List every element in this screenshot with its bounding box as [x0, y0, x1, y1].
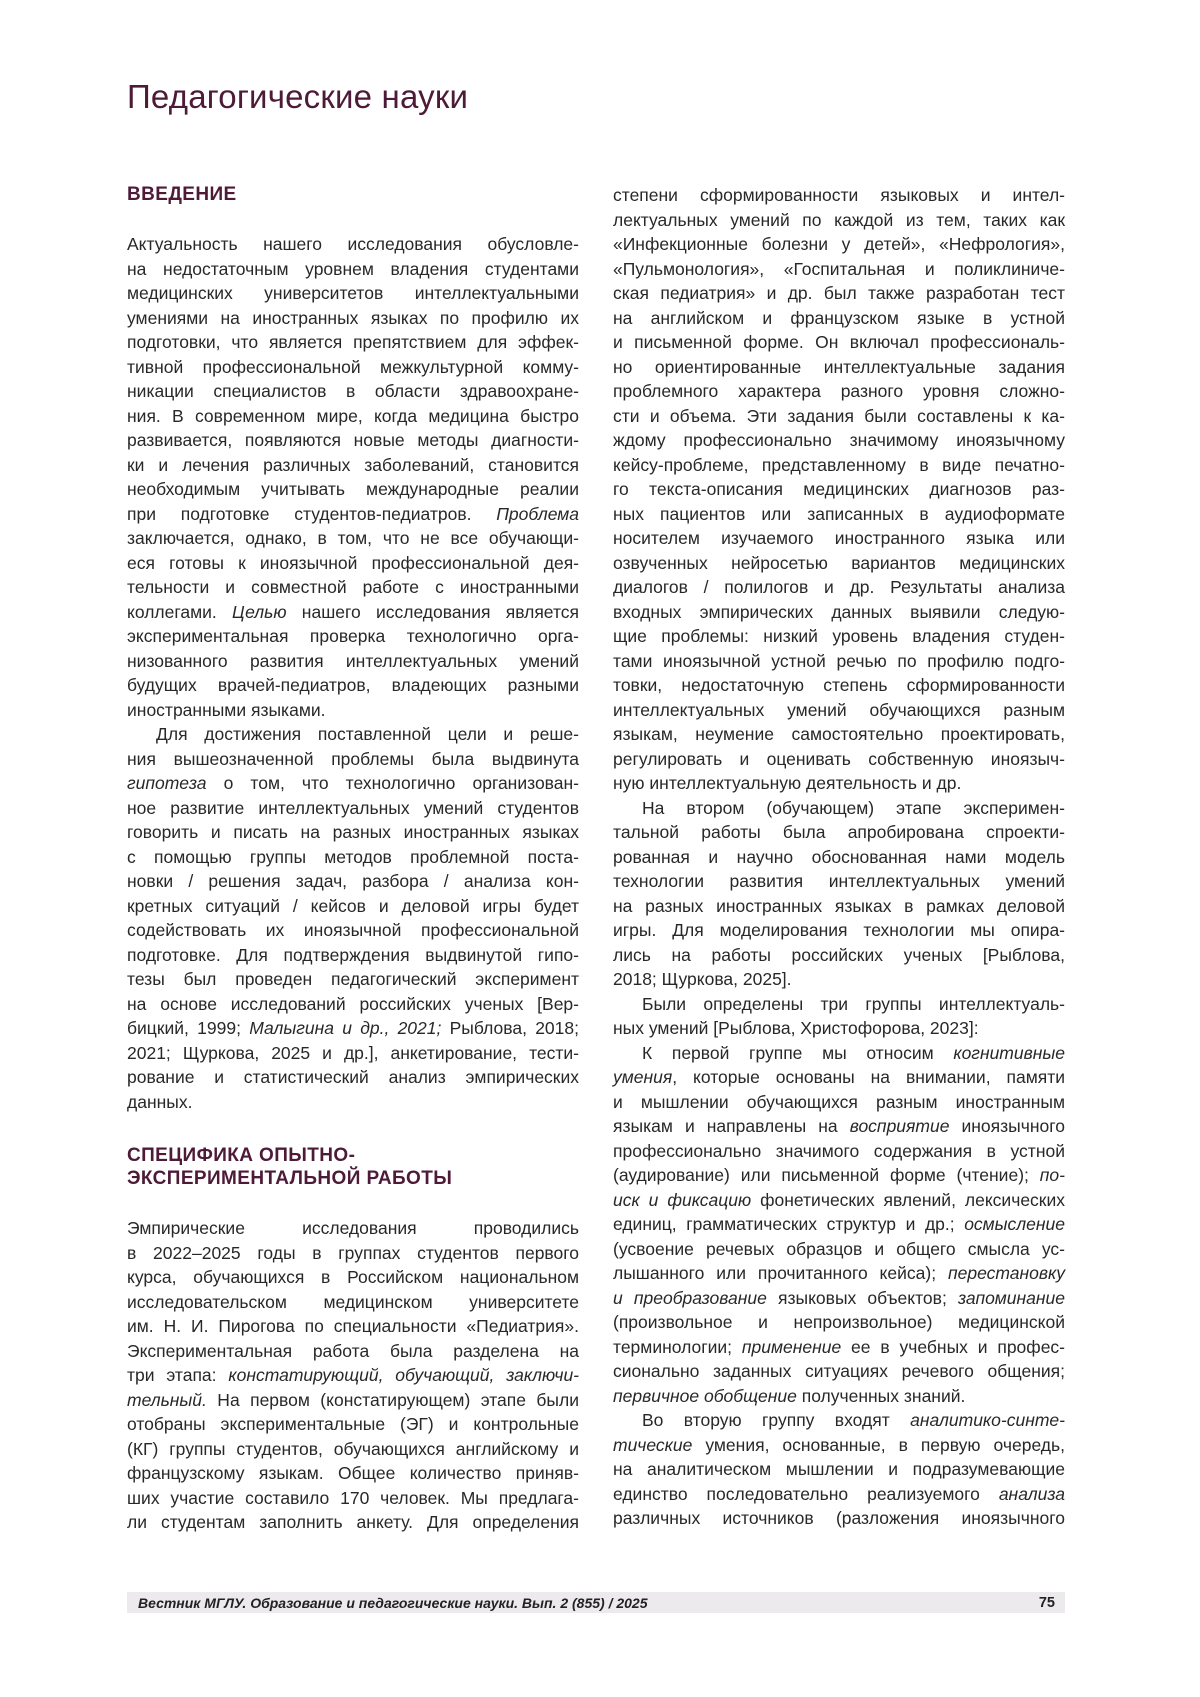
text-line: гипотеза о том, что технологично организован- [127, 773, 579, 793]
text-line: тезы был проведен педагогический эксперимент [127, 969, 579, 989]
text-line: ших участие составило 170 человек. Мы предлага- [127, 1487, 579, 1508]
text-line: с помощью группы методов проблемной поста- [127, 846, 579, 867]
text-line: лектуальных умений по каждой из тем, таких как [613, 209, 1065, 230]
text-line: ния. В современном мире, когда медицина быстро [127, 405, 579, 426]
text-line: ных умений [Рыблова, Христофорова, 2023]: [613, 1018, 979, 1038]
text-line: интеллектуальных умений обучающихся разным [613, 699, 1065, 720]
text-line: низованного развития интеллектуальных умений [127, 650, 579, 671]
text-line: Во вторую группу входят аналитико-синте- [642, 1410, 1065, 1430]
text-line: необходимым учитывать международные реалии [127, 479, 579, 499]
text-line: экспериментальная проверка технологично орга- [127, 626, 579, 646]
page-title: Педагогические науки [127, 78, 469, 115]
text-line: носителем изучаемого иностранного языка или [613, 528, 1065, 548]
text-line: сионально заданных ситуациях речевого общения; [613, 1361, 1065, 1381]
text-line: товки, недостаточную степень сформированности [613, 675, 1065, 695]
text-line: на аналитическом мышлении и подразумевающие [613, 1459, 1065, 1479]
text-line: тельности и совместной работе с иностранными [127, 577, 579, 597]
text-line: тами иноязычной устной речью по профилю подго- [613, 650, 1065, 671]
text-line: первичное обобщение полученных знаний. [613, 1385, 966, 1406]
text-line: коллегами. Целью нашего исследования является [127, 601, 579, 622]
text-line: кретных ситуаций / кейсов и деловой игры будет [127, 895, 579, 916]
text-line: и письменной форме. Он включал профессиональ- [613, 332, 1065, 352]
text-line: отобраны экспериментальные (ЭГ) и контрольные [127, 1414, 579, 1434]
text-line: 2018; Щуркова, 2025]. [613, 969, 792, 989]
text-line: языкам, неумение самостоятельно проектировать, [613, 724, 1065, 744]
text-line: медицинских университетов интеллектуальными [127, 283, 579, 303]
experimental-work-heading: СПЕЦИФИКА ОПЫТНО- ЭКСПЕРИМЕНТАЛЬНОЙ РАБОТЫ [127, 1145, 453, 1189]
text-line: рование и статистический анализ эмпирических [127, 1067, 579, 1087]
text-line: профессионально значимого содержания в устной [613, 1140, 1065, 1161]
introduction-heading: ВВЕДЕНИЕ [127, 184, 237, 205]
text-line: бицкий, 1999; Малыгина и др., 2021; Рыблова, 2018; [127, 1018, 579, 1038]
text-line: регулировать и оценивать собственную иноязыч- [613, 748, 1065, 769]
text-line: в 2022–2025 годы в группах студентов первого [127, 1242, 579, 1263]
text-line: еся готовы к иноязычной профессиональной дея- [127, 552, 579, 573]
page-footer [127, 1592, 1065, 1613]
text-line: щие проблемы: низкий уровень владения студен- [613, 626, 1065, 646]
text-line: ную интеллектуальную деятельность и др. [613, 773, 962, 793]
text-line: ки и лечения различных заболеваний, становится [127, 454, 579, 475]
text-line: на основе исследований российских ученых [Вер- [127, 993, 579, 1014]
text-line: рованная и научно обоснованная нами модель [613, 846, 1065, 867]
page-number: 75 [1038, 1594, 1055, 1611]
journal-citation: Вестник МГЛУ. Образование и педагогические науки. Вып. 2 (855) / 2025 [138, 1594, 648, 1611]
text-line: (аудирование) или письменной форме (чтение); по- [613, 1165, 1065, 1185]
text-line: ждому профессионально значимому иноязычному [613, 430, 1065, 450]
text-line: тические умения, основанные, в первую очередь, [613, 1434, 1065, 1455]
text-line: данных. [127, 1091, 193, 1112]
text-line: ния вышеозначенной проблемы была выдвинута [127, 748, 579, 769]
text-line: «Инфекционные болезни у детей», «Нефрология», [613, 234, 1065, 254]
text-line: Актуальность нашего исследования обусловле- [127, 234, 579, 254]
text-line: ская педиатрия» и др. был также разработан тест [613, 283, 1065, 303]
text-line: и преобразование языковых объектов; запоминание [613, 1287, 1065, 1308]
text-line: при подготовке студентов-педиатров. Проблема [127, 503, 579, 524]
text-line: иностранными языками. [127, 699, 326, 720]
text-line: ных пациентов или записанных в аудиоформате [613, 503, 1065, 524]
text-line: тивной профессиональной межкультурной комму- [127, 356, 579, 377]
text-line: степени сформированности языковых и интел- [613, 185, 1065, 205]
text-line: технологии развития интеллектуальных умений [613, 871, 1065, 891]
text-line: (произвольное и непроизвольное) медицинской [613, 1312, 1065, 1332]
text-line: им. Н. И. Пирогова по специальности «Педиатрия». [127, 1316, 579, 1336]
text-line: проблемного характера разного уровня сложно- [613, 381, 1065, 401]
paragraph [613, 183, 1065, 796]
text-line: тельный. На первом (констатирующем) этапе были [127, 1389, 579, 1410]
column-left [127, 183, 579, 1535]
text-line: новки / решения задач, разбора / анализа кон- [127, 871, 579, 891]
text-line: на недостаточным уровнем владения студентами [127, 258, 579, 279]
text-line: ное развитие интеллектуальных умений студентов [127, 797, 579, 818]
text-line: лись на работы российских ученых [Рыблова, [613, 944, 1065, 965]
text-line: исследовательском медицинском университете [127, 1291, 579, 1312]
text-line: говорить и писать на разных иностранных языках [127, 822, 579, 842]
text-line: озвученных нейросетью вариантов медицинских [613, 552, 1065, 573]
text-line: заключается, однако, в том, что не все обучающи- [127, 528, 579, 548]
text-line: три этапа: констатирующий, обучающий, заключи- [127, 1365, 580, 1385]
paragraph [613, 992, 1065, 1041]
text-line: языкам и направлены на восприятие иноязычного [613, 1116, 1065, 1136]
text-line: французскому языкам. Общее количество приняв- [127, 1463, 579, 1483]
text-line: на разных иностранных языках в рамках деловой [613, 895, 1065, 916]
text-line: различных источников (разложения иноязычного [613, 1508, 1065, 1528]
text-line: (КГ) группы студентов, обучающихся английскому и [127, 1438, 579, 1459]
paragraph [613, 796, 1065, 992]
text-line: входных эмпирических данных выявили следую- [613, 601, 1065, 622]
text-line: «Пульмонология», «Госпитальная и поликлиниче- [613, 258, 1065, 279]
text-line: единство последовательно реализуемого анализа [613, 1483, 1065, 1504]
text-line: лышанного или прочитанного кейса); перестановку [613, 1263, 1065, 1283]
text-line: никации специалистов в области здравоохране- [127, 381, 579, 401]
text-line: На втором (обучающем) этапе эксперимен- [642, 797, 1065, 818]
paragraph [127, 722, 579, 1114]
text-line: диалогов / полилогов и др. Результаты анализа [613, 577, 1065, 597]
text-line: го текста-описания медицинских диагнозов раз- [613, 479, 1065, 499]
paragraph [613, 1041, 1065, 1409]
text-line: но ориентированные интеллектуальные задания [613, 356, 1065, 377]
article-body [127, 183, 1065, 1535]
text-line: (усвоение речевых образцов и общего смысла ус- [613, 1238, 1065, 1259]
text-line: иск и фиксацию фонетических явлений, лексических [613, 1189, 1065, 1210]
text-line: кейсу-проблеме, представленному в виде печатно- [613, 454, 1065, 475]
text-line: умениями на иностранных языках по профилю их [127, 307, 579, 328]
text-line: подготовке. Для подтверждения выдвинутой гипо- [127, 944, 579, 965]
text-line: Для достижения поставленной цели и реше- [156, 724, 579, 744]
text-line: К первой группе мы относим когнитивные [642, 1042, 1065, 1063]
text-line: сти и объема. Эти задания были составлены к ка- [613, 405, 1065, 426]
text-line: тальной работы была апробирована спроекти- [613, 822, 1065, 842]
text-line: терминологии; применение ее в учебных и профес- [613, 1336, 1066, 1357]
paragraph [127, 232, 579, 722]
text-line: будущих врачей-педиатров, владеющих разными [127, 675, 579, 695]
text-line: развивается, появляются новые методы диагности- [127, 430, 579, 450]
text-line: подготовки, что является препятствием для эффек- [127, 332, 579, 352]
text-line: ли студентам заполнить анкету. Для определения [127, 1512, 579, 1532]
text-line: Были определены три группы интеллектуаль- [642, 993, 1065, 1014]
text-line: на английском и французском языке в устной [613, 307, 1065, 328]
text-line: умения, которые основаны на внимании, памяти [613, 1067, 1065, 1087]
text-line: 2021; Щуркова, 2025 и др.], анкетирование, тести- [127, 1042, 579, 1063]
text-line: единиц, грамматических структур и др.; осмысление [613, 1214, 1065, 1234]
text-line: игры. Для моделирования технологии мы опира- [613, 920, 1065, 940]
text-line: курса, обучающихся в Российском национальном [127, 1267, 579, 1287]
text-line: содействовать их иноязычной профессиональной [127, 920, 579, 940]
text-line: и мышлении обучающихся разным иностранным [613, 1091, 1065, 1112]
text-line: Эмпирические исследования проводились [127, 1218, 579, 1238]
paragraph [127, 1216, 579, 1535]
text-line: Экспериментальная работа была разделена на [127, 1340, 579, 1361]
paragraph [613, 1408, 1065, 1531]
column-right [613, 183, 1065, 1535]
